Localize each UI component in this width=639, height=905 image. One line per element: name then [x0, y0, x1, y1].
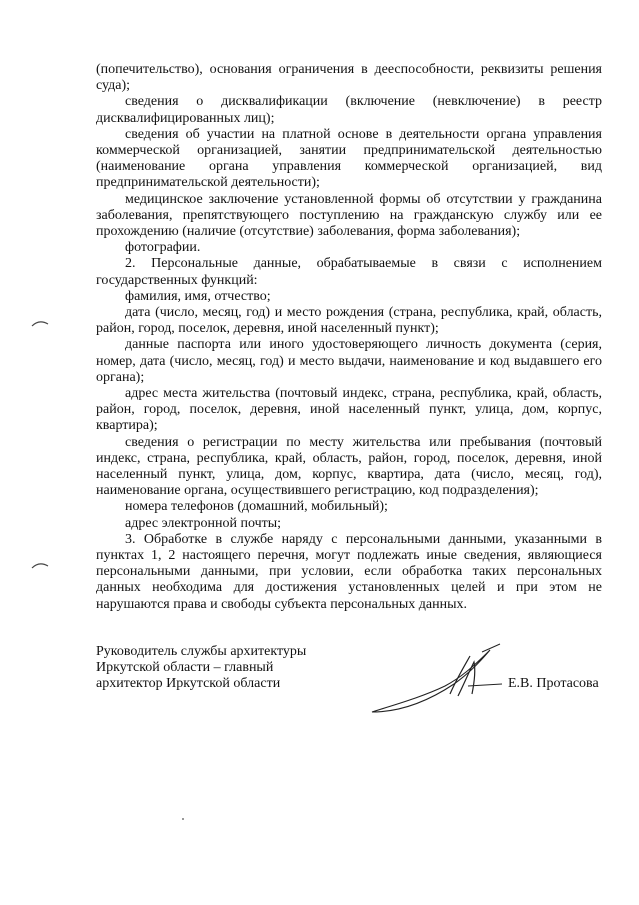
text-line: квартира); [96, 418, 158, 434]
text-line: заболевания, препятствующего поступлению на гражданскую службу или ее [96, 207, 602, 223]
text-line: 2. Персональные данные, обрабатываемые в связи с исполнением [125, 256, 602, 272]
text-line: коммерческой организацией, занятии предпринимательской деятельностью [96, 143, 602, 158]
signer-position-line-3: архитектор Иркутской области [96, 676, 281, 691]
text-line: сведения о дисквалификации (включение (невключение) в реестр [125, 94, 602, 110]
text-line: сведения об участии на платной основе в деятельности органа управления [125, 126, 602, 142]
text-line: государственных функций: [96, 272, 258, 288]
handwritten-signature [350, 640, 510, 720]
text-line: район, город, поселок, деревня, иной населенный пункт); [96, 321, 439, 337]
signer-position-line-1: Руководитель службы архитектуры [96, 644, 307, 659]
margin-mark-top [30, 318, 50, 328]
signer-name: Е.В. Протасова [508, 676, 599, 691]
text-line: (попечительство), основания ограничения в дееспособности, реквизиты решения [96, 62, 602, 77]
text-line: район, город, поселок, деревня, иной населенный пункт, улица, дом, корпус, [96, 402, 602, 418]
scan-dot [182, 818, 184, 820]
text-line: населенный пункт, улица, дом, корпус, квартира, дата (число, месяц, год), [96, 467, 602, 482]
text-line: дисквалифицированных лиц); [96, 110, 275, 126]
signer-position-line-2: Иркутской области – главный [96, 660, 274, 675]
margin-mark-bottom [30, 560, 50, 570]
text-line: суда); [96, 78, 131, 94]
text-line: фамилия, имя, отчество; [125, 288, 271, 304]
text-line: пунктах 1, 2 настоящего перечня, могут подлежать иные сведения, являющиеся [96, 548, 602, 563]
text-line: адрес электронной почты; [125, 515, 282, 531]
text-line: прохождению (наличие (отсутствие) заболевания, форма заболевания); [96, 224, 521, 239]
text-line: наименование органа, осуществившего регистрацию, код подразделения); [96, 483, 539, 499]
text-line: сведения о регистрации по месту жительства или пребывания (почтовый [125, 434, 602, 450]
text-line: фотографии. [125, 240, 201, 256]
text-line: медицинское заключение установленной формы об отсутствии у гражданина [125, 191, 602, 207]
text-line: номера телефонов (домашний, мобильный); [125, 499, 388, 515]
text-line: (наименование органа управления коммерческой организацией, вид [96, 159, 602, 175]
text-line: органа); [96, 369, 145, 385]
text-line: данных необходима для достижения установленных целей и при этом не [96, 580, 602, 596]
text-line: 3. Обработке в службе наряду с персональными данными, указанными в [125, 531, 602, 547]
text-line: дата (число, месяц, год) и место рождения (страна, республика, край, область, [125, 305, 602, 320]
text-line: индекс, страна, республика, край, область, район, город, поселок, деревня, иной [96, 450, 602, 466]
text-line: персональными данными, при условии, если обработка таких персональных [96, 564, 602, 580]
text-line: номер, дата (число, месяц, год) и место выдачи, наименование и код выдавшего его [96, 353, 602, 369]
text-line: нарушаются права и свободы субъекта персональных данных. [96, 596, 467, 612]
text-line: данные паспорта или иного удостоверяющего личность документа (серия, [125, 337, 602, 353]
text-line: предпринимательской деятельности); [96, 175, 320, 191]
text-line: адрес места жительства (почтовый индекс, страна, республика, край, область, [125, 386, 602, 401]
